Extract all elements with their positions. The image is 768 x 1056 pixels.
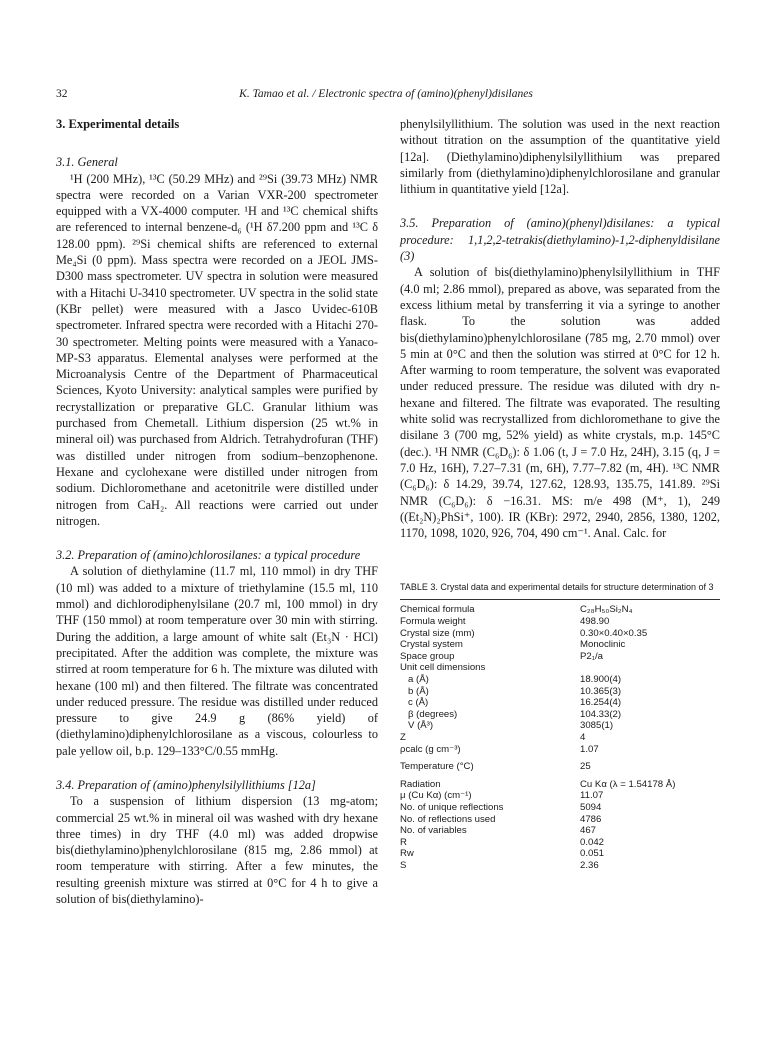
table-row [400, 790, 720, 802]
table-row [400, 848, 720, 860]
running-header [56, 88, 716, 106]
table-cell-label: Formula weight [400, 616, 466, 628]
subsection-3-5-title: 3.5. Preparation of (amino)(phenyl)disilanes: a typical procedure: 1,1,2,2-tetrakis(diethylamino)-1,2-diphenyldisilane (3) [400, 216, 720, 264]
table-cell-value: 3085(1) [580, 720, 614, 732]
table-cell-label: No. of reflections used [400, 813, 496, 825]
table-cell-value: 25 [580, 761, 591, 773]
table-cell-value: 18.900(4) [580, 673, 622, 685]
table-cell-label: Crystal size (mm) [400, 627, 475, 639]
table-row [400, 651, 720, 663]
subsection-3-4-text: To a suspension of lithium dispersion (13 mg-atom; commercial 25 wt.% in mineral oil was washed with dry hexane three times) in dry THF (4.0 ml) was added dropwise bis(diethylamino)phenylchlorosilane (815 mg, 2.86 mmol) at room temperature with stirring. After a few minutes, the resulting greenish mixture was stirred at 0°C for 4 h to give a solution of bis(diethylamino)- [56, 794, 378, 907]
table-row [400, 697, 720, 709]
table-cell-label: No. of variables [400, 825, 467, 837]
table-cell-value: 16.254(4) [580, 697, 622, 709]
table-row [400, 773, 720, 791]
table-row [400, 802, 720, 814]
table-cell-value: 10.365(3) [580, 685, 622, 697]
table-cell-value: 0.042 [580, 836, 605, 848]
table-cell-label: ρcalc (g cm⁻³) [400, 743, 461, 755]
table-row [400, 744, 720, 756]
table-cell-value: 0.30×0.40×0.35 [580, 627, 648, 639]
subsection-3-2-title: 3.2. Preparation of (amino)chlorosilanes: a typical procedure [56, 548, 361, 563]
table-cell-value: Monoclinic [580, 639, 626, 651]
table-cell-label: a (Å) [408, 673, 429, 685]
table-row [400, 600, 720, 616]
left-column [56, 116, 378, 907]
table-cell-label: R [400, 836, 407, 848]
subsection-3-4-title: 3.4. Preparation of (amino)phenylsilyllithiums [12a] [56, 777, 316, 792]
table-row [400, 720, 720, 732]
table-cell-value: P2₁/a [580, 650, 603, 662]
table-cell-label: Radiation [400, 778, 441, 790]
table-cell-value: 0.051 [580, 848, 605, 860]
table-row [400, 860, 720, 872]
table-cell-label: b (Å) [408, 685, 429, 697]
table-cell-value: 1.07 [580, 743, 599, 755]
table-cell-value: 4786 [580, 813, 602, 825]
table-row [400, 616, 720, 628]
table-row [400, 837, 720, 849]
table-cell-label: μ (Cu Kα) (cm⁻¹) [400, 790, 472, 802]
table-row [400, 628, 720, 640]
subsection-3-1-text: ¹H (200 MHz), ¹³C (50.29 MHz) and ²⁹Si (39.73 MHz) NMR spectra were recorded on a Varian VXR-200 spectrometer equipped with a VX-4000 computer. ¹H and ¹³C chemical shifts are referenced to internal benzene-d₆ (¹H δ7.200 ppm and ¹³C δ 128.00 ppm). ²⁹Si chemical shifts are referenced to external Me₄Si (0 ppm). Mass spectra were recorded on a JEOL JMS-D300 mass spectrometer. UV spectra in solution were measured with a Hitachi U-3410 spectrometer. UV spectra in the solid state (KBr pellet) were measured with a Jasco Uvidec-610B spectrometer. Infrared spectra were recorded with a Hitachi 270-30 spectrometer. Melting points were measured with a Yanaco-MP-S3 apparatus. Elemental analyses were performed at the Microanalysis Centre of the Department of Pharmaceutical Sciences, Kyoto University: analytical samples were purified by recrystallization or preparative GLC. Granular lithium was purchased from Chemetall. Lithium dispersion (25 wt.% in mineral oil) was purchased from Aldrich. Tetrahydrofuran (THF) was distilled under nitrogen from sodium–benzophenone. Hexane and cyclohexane were distilled under nitrogen from sodium. Dichloromethane and acetonitrile were distilled under nitrogen from CaH₂. All reactions were carried out under nitrogen. [56, 171, 378, 528]
table-cell-label: Crystal system [400, 639, 463, 651]
table-row [400, 686, 720, 698]
crystal-data-table [400, 599, 720, 871]
table-cell-value: 11.07 [580, 790, 604, 802]
table-cell-label: S [400, 859, 407, 871]
table-cell-label: β (degrees) [408, 708, 458, 720]
table-cell-value: 104.33(2) [580, 708, 622, 720]
table-cell-value: 4 [580, 731, 586, 743]
table-row [400, 639, 720, 651]
subsection-3-1-title: 3.1. General [56, 155, 118, 170]
table-cell-label: Space group [400, 650, 455, 662]
table-row [400, 732, 720, 744]
table-cell-value: 5094 [580, 801, 602, 813]
table-cell-value: 2.36 [580, 859, 599, 871]
table-cell-label: V (Å³) [408, 720, 434, 732]
table-cell-label: Unit cell dimensions [400, 662, 486, 674]
table-cell-value [562, 662, 720, 674]
table-row [400, 674, 720, 686]
running-title: K. Tamao et al. / Electronic spectra of (amino)(phenyl)disilanes [239, 88, 533, 100]
continued-text: phenylsilyllithium. The solution was used in the next reaction without titration on the assumption of the quantitative yield [12a]. (Diethylamino)diphenylsilyllithium was prepared similarly from (diethylamino)diphenylchlorosilane and granular lithium in quantitative yield [12a]. [400, 117, 720, 197]
table-caption: TABLE 3. Crystal data and experimental details for structure determination of 3 [400, 582, 714, 593]
table-cell-label: c (Å) [408, 697, 429, 709]
page-number: 32 [56, 88, 68, 100]
table-cell-label: Z [400, 731, 406, 743]
subsection-3-5-text: A solution of bis(diethylamino)phenylsilyllithium in THF (4.0 ml; 2.86 mmol), prepared as above, was separated from the excess lithium metal by transferring it via a syringe to another flask. To the solution was added bis(diethylamino)phenylchlorosilane (785 mg, 2.70 mmol) over 5 min at 0°C and then the solution was stirred at 0°C for 12 h. After warming to room temperature, the solvent was evaporated under reduced pressure. The residue was diluted with dry n-hexane and filtered. The filtrate was evaporated. The resulting white solid was recrystallized from dichloromethane to give the disilane 3 (700 mg, 52% yield) as white crystals, m.p. 145°C (dec.). ¹H NMR (C₆D₆): δ 1.06 (t, J = 7.0 Hz, 24H), 3.15 (q, J = 7.0 Hz, 16H), 7.27–7.31 (m, 6H), 7.77–7.82 (m, 4H). ¹³C NMR (C₆D₆): δ 14.29, 39.74, 127.62, 128.93, 135.75, 141.89. ²⁹Si NMR (C₆D₆): δ −16.31. MS: m/e 498 (M⁺, 1), 249 ((Et₂N)₂PhSi⁺, 100). IR (KBr): 2972, 2940, 2856, 1380, 1202, 1170, 1098, 1020, 926, 704, 490 cm⁻¹. Anal. Calc. for [400, 265, 720, 541]
table-cell-value: 467 [580, 825, 597, 837]
section-title: 3. Experimental details [56, 117, 180, 131]
table-cell-label: No. of unique reflections [400, 801, 504, 813]
table-cell-label: Chemical formula [400, 600, 562, 616]
table-row [400, 662, 720, 674]
table-row [400, 825, 720, 837]
table-cell-value: Cu Kα (λ = 1.54178 Å) [580, 778, 676, 790]
table-cell-label: Temperature (°C) [400, 761, 474, 773]
table-cell-value: 498.90 [580, 616, 610, 628]
table-row [400, 814, 720, 826]
table-row [400, 709, 720, 721]
table-cell-label: Rw [400, 848, 414, 860]
right-column [400, 116, 720, 871]
table-row [400, 755, 720, 773]
subsection-3-2-text: A solution of diethylamine (11.7 ml, 110 mmol) in dry THF (10 ml) was added to a mixture of triethylamine (15.5 ml, 110 mmol) and dichlorodiphenylsilane (20.7 ml, 100 mmol) in dry THF (150 mmol) at room temperature over 30 min with stirring. During the addition, a large amount of white salt (Et₃N · HCl) precipitated. After the addition was complete, the mixture was stirred at room temperature for 6 h. The mixture was diluted with hexane (100 ml) and then filtered. The filtrate was concentrated under reduced pressure. The residue was distilled under reduced pressure to give 24.9 g (86% yield) of (diethylamino)diphenylchlorosilane as a viscous, colourless to pale yellow oil, b.p. 129–133°C/0.55 mmHg. [56, 564, 378, 758]
table-cell-value: C₂₈H₅₀Si₂N₄ [562, 600, 720, 616]
